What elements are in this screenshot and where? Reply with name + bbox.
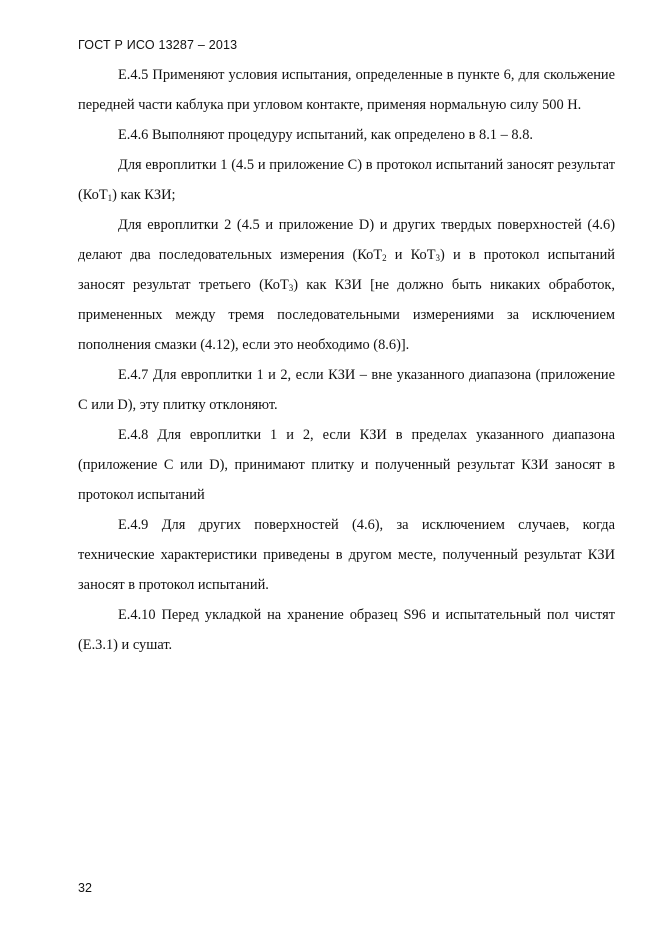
paragraph-text: Для европлитки 2 (4.5 и приложение D) и других твердых поверхностей (4.6) делают два последовательных измерения (КоТ bbox=[78, 217, 615, 263]
subscript: 3 bbox=[435, 253, 441, 263]
paragraph-text: ) как КЗИ; bbox=[112, 187, 176, 203]
page-number: 32 bbox=[78, 881, 92, 895]
document-header: ГОСТ Р ИСО 13287 – 2013 bbox=[78, 38, 238, 52]
paragraph-europlate-1 bbox=[78, 150, 615, 210]
paragraph-text: Для европлитки 1 (4.5 и приложение С) в протокол испытаний заносят результат (КоТ bbox=[78, 157, 615, 203]
subscript: 3 bbox=[288, 283, 294, 293]
paragraph-e-4-5: Е.4.5 Применяют условия испытания, определенные в пункте 6, для скольжение передней части каблука при угловом контакте, применяя нормальную силу 500 Н. bbox=[78, 67, 615, 113]
paragraph-e-4-9: Е.4.9 Для других поверхностей (4.6), за исключением случаев, когда технические характеристики приведены в другом месте, полученный результат КЗИ заносят в протокол испытаний. bbox=[78, 517, 615, 593]
paragraph-e-4-6: Е.4.6 Выполняют процедуру испытаний, как определено в 8.1 – 8.8. bbox=[118, 127, 533, 143]
paragraph-text: ) и в протокол испытаний заносят результат третьего (КоТ bbox=[78, 247, 615, 293]
paragraph-e-4-7: Е.4.7 Для европлитки 1 и 2, если КЗИ – вне указанного диапазона (приложение С или D), эту плитку отклоняют. bbox=[78, 367, 615, 413]
document-body bbox=[78, 60, 615, 660]
paragraph-europlate-2 bbox=[78, 210, 615, 360]
paragraph-text: и КоТ bbox=[386, 247, 436, 263]
paragraph-text: ) как КЗИ [не должно быть никаких обработок, примененных между тремя последовательными измерениями за исключением пополнения смазки (4.12), если это необходимо (8.6)]. bbox=[78, 277, 615, 353]
subscript: 1 bbox=[107, 193, 113, 203]
subscript: 2 bbox=[382, 253, 387, 263]
paragraph-e-4-8: Е.4.8 Для европлитки 1 и 2, если КЗИ в пределах указанного диапазона (приложение С или D), принимают плитку и полученный результат КЗИ заносят в протокол испытаний bbox=[78, 427, 615, 503]
paragraph-e-4-10: Е.4.10 Перед укладкой на хранение образец S96 и испытательный пол чистят (Е.3.1) и сушат. bbox=[78, 607, 615, 653]
